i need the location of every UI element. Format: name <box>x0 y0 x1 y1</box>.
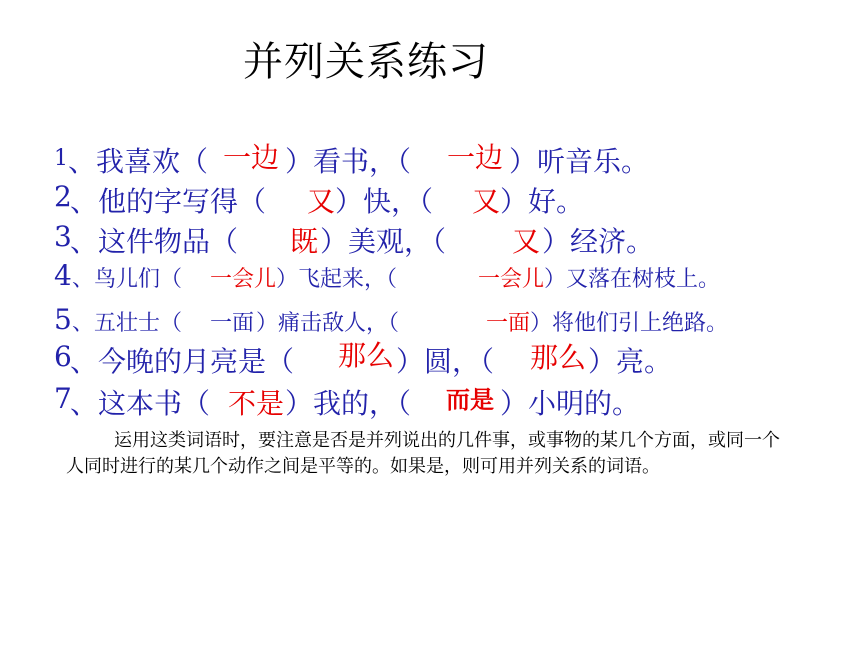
item-number: 1 <box>54 146 68 171</box>
item-number: 6 <box>54 340 72 373</box>
item-number: 5 <box>54 303 72 336</box>
item-number: 2 <box>54 180 72 213</box>
answer: 一面 <box>486 311 531 336</box>
item-number: 3 <box>54 220 72 253</box>
item-text: ）我的，（ <box>285 387 412 420</box>
answer: 那么 <box>338 339 395 372</box>
answer: 又 <box>472 185 501 218</box>
item-text: ）圆，（ <box>396 345 495 378</box>
answer: 不是 <box>228 387 285 420</box>
answer: 又 <box>512 225 541 258</box>
answer: 那么 <box>530 341 587 374</box>
answer: 既 <box>290 225 319 258</box>
item-text: ）飞起来，（ <box>276 267 398 292</box>
item-text: ）好。 <box>500 185 585 218</box>
item-number: 7 <box>54 382 72 415</box>
item-text: ）小明的。 <box>500 387 641 420</box>
item-text: ）痛击敌人，（ <box>256 311 400 336</box>
answer: 一面 <box>210 311 255 336</box>
item-text: 、我喜欢（ <box>68 145 209 178</box>
item-text: ）又落在树枝上。 <box>544 267 721 292</box>
answer: 一边 <box>447 141 504 174</box>
item-text: ）经济。 <box>542 225 655 258</box>
item-text: 、鸟儿们（ <box>72 267 183 292</box>
answer: 又 <box>307 185 336 218</box>
page-title: 并列关系练习 <box>243 39 489 85</box>
item-text: ）将他们引上绝路。 <box>530 311 729 336</box>
answer: 一会儿 <box>478 267 545 292</box>
item-text: 、这本书（ <box>70 387 211 420</box>
item-text: ）听音乐。 <box>509 145 650 178</box>
answer: 而是 <box>446 386 494 414</box>
item-text: ）看书，（ <box>285 145 412 178</box>
item-text: ）亮。 <box>588 345 673 378</box>
item-text: ）美观，（ <box>320 225 447 258</box>
item-text: 、今晚的月亮是（ <box>70 345 295 378</box>
item-text: 、他的字写得（ <box>70 185 267 218</box>
item-text: ）快，（ <box>335 185 434 218</box>
explanation-note: 运用这类词语时，要注意是否是并列说出的几件事，或事物的某几个方面，或同一个人同时进行的某几个动作之间是平等的。如果是，则可用并列关系的词语。 <box>66 430 780 477</box>
item-number: 4 <box>54 259 72 292</box>
item-text: 、五壮士（ <box>72 311 183 336</box>
answer: 一会儿 <box>210 267 277 292</box>
answer: 一边 <box>223 141 280 174</box>
item-text: 、这件物品（ <box>70 225 239 258</box>
